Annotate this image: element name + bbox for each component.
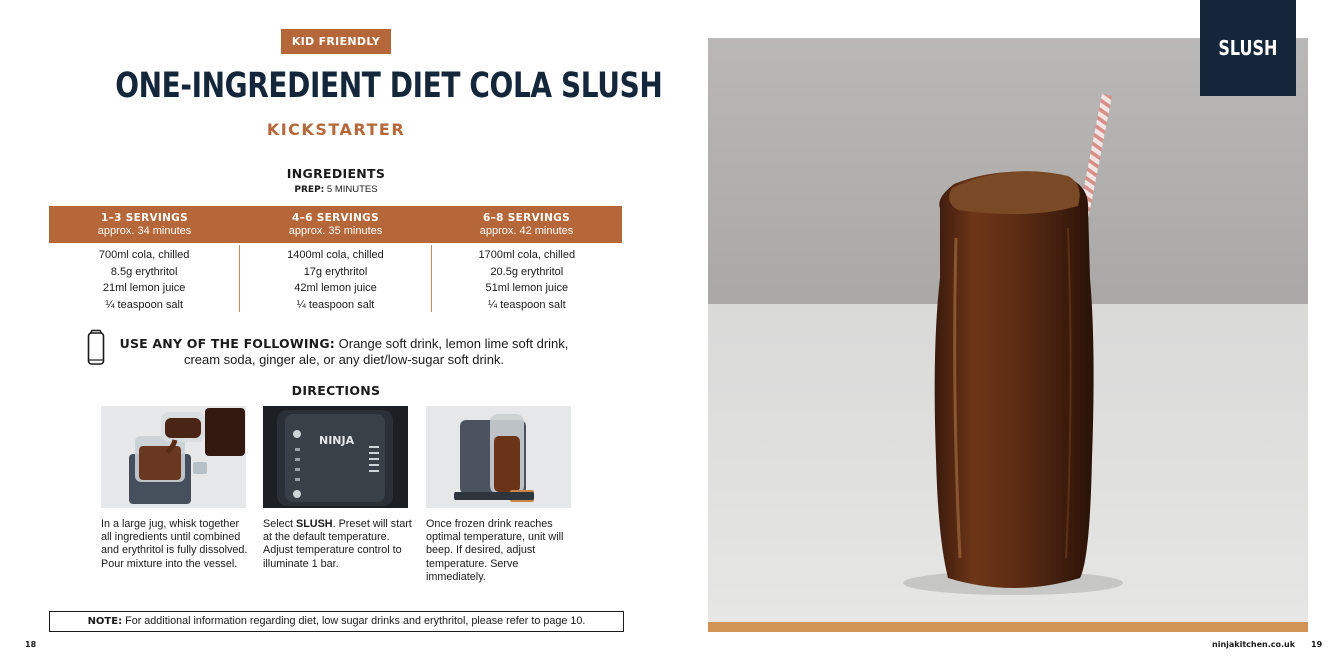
servings-time: approx. 42 minutes (479, 225, 574, 237)
page-number-left: 18 (25, 640, 37, 649)
ingredient-item: 17g erythritol (303, 265, 368, 278)
ingredient-item: 42ml lemon juice (294, 282, 377, 294)
step-3-text: Once frozen drink reaches optimal temperature, unit will beep. If desired, adjust temperature. Serve immediately. (426, 518, 564, 583)
servings-column-header (49, 206, 240, 243)
servings-label: 1–3 SERVINGS (101, 212, 188, 224)
ingredient-item: ¼ teaspoon salt (105, 298, 183, 311)
prep-time (186, 184, 486, 195)
step-1-photo (101, 406, 246, 508)
ingredient-item: 1400ml cola, chilled (287, 249, 384, 261)
ingredient-item: 700ml cola, chilled (98, 249, 190, 261)
page-number-right: 19 (1311, 640, 1323, 649)
prep-label: PREP: (294, 185, 325, 195)
website-url: ninjakitchen.co.uk (1212, 640, 1296, 649)
ingredient-list (431, 245, 622, 312)
hero-photo (708, 38, 1308, 622)
ingredient-item: 1700ml cola, chilled (478, 249, 576, 261)
substitutions-note (116, 336, 572, 367)
section-tab-label: SLUSH (1218, 36, 1278, 60)
step-2-text-post: . Preset will start at the default temperature. Adjust temperature control to illuminate 1 bar. (263, 518, 412, 570)
servings-label: 4–6 SERVINGS (292, 212, 379, 224)
servings-label: 6–8 SERVINGS (483, 212, 570, 224)
step-1-text: In a large jug, whisk together all ingredients until combined and erythritol is fully dissolved. Pour mixture into the vessel. (101, 518, 248, 570)
step-2-photo (263, 406, 408, 508)
note-text: For additional information regarding diet, low sugar drinks and erythritol, please refer to page 10. (125, 615, 586, 627)
prep-value: 5 MINUTES (326, 184, 378, 195)
ingredient-item: 20.5g erythritol (490, 265, 564, 278)
ingredient-item: 21ml lemon juice (102, 282, 186, 294)
recipe-title: ONE-INGREDIENT DIET COLA SLUSH (115, 66, 663, 106)
ingredients-table-body (49, 245, 622, 312)
step-2-text-pre: Select (263, 518, 297, 530)
finished-slush-illustration (426, 406, 571, 508)
ingredient-item: ¼ teaspoon salt (296, 298, 375, 311)
kid-friendly-badge: KID FRIENDLY (281, 29, 391, 54)
hero-accent-bar (708, 622, 1308, 632)
servings-time: approx. 34 minutes (97, 225, 192, 237)
substitutions-label: USE ANY OF THE FOLLOWING: (119, 336, 336, 351)
ingredient-item: ¼ teaspoon salt (487, 298, 566, 311)
substitutions-text: Orange soft drink, lemon lime soft drink, cream soda, ginger ale, or any diet/low-sugar soft drink. (183, 336, 569, 367)
step-2-text (263, 518, 413, 571)
ingredient-item: 8.5g erythritol (110, 265, 178, 278)
ingredient-list (49, 245, 239, 312)
ingredients-heading: INGREDIENTS (286, 166, 386, 181)
ninja-logo: NINJA (319, 434, 355, 447)
servings-column-header (431, 206, 622, 243)
control-panel-illustration (263, 406, 408, 508)
servings-column-header (240, 206, 431, 243)
cola-slush-glass-photo (708, 38, 1308, 622)
directions-heading: DIRECTIONS (291, 383, 381, 398)
note-label: NOTE: (87, 616, 123, 627)
soda-can-icon (87, 329, 105, 367)
note-box (49, 611, 624, 632)
ingredients-table-header (49, 206, 622, 243)
section-tab (1200, 0, 1296, 96)
ingredient-item: 51ml lemon juice (485, 282, 569, 294)
step-2-text-bold: SLUSH (296, 518, 333, 530)
recipe-subtitle: KICKSTARTER (266, 120, 406, 139)
step-3-photo (426, 406, 571, 508)
ingredient-list (239, 245, 430, 312)
servings-time: approx. 35 minutes (288, 225, 383, 237)
pouring-illustration (101, 406, 246, 508)
